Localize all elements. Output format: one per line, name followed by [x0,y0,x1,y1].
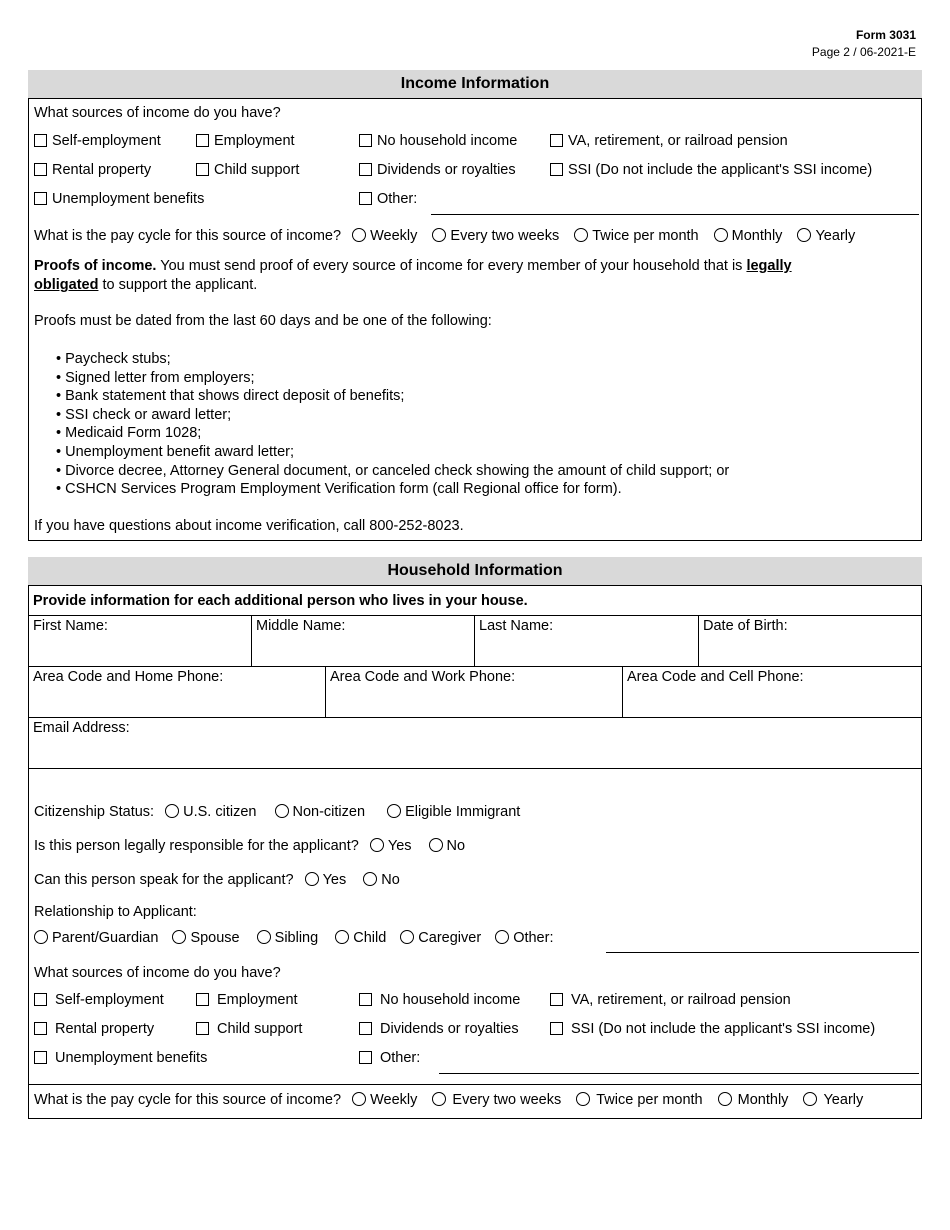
radio[interactable] [432,1092,446,1106]
work-phone-field[interactable]: Area Code and Work Phone: [326,667,623,717]
pay-cycle-question: What is the pay cycle for this source of income? [34,228,342,244]
household-income-question: What sources of income do you have? [34,965,281,981]
household-income-rental-property[interactable]: Rental property [34,1021,154,1037]
speak-for-yes[interactable]: Yes [305,872,347,888]
radio[interactable] [400,930,414,944]
pay-cycle-twice-per-month[interactable]: Twice per month [574,228,698,244]
radio[interactable] [495,930,509,944]
radio[interactable] [335,930,349,944]
household-income-no-household-income[interactable]: No household income [359,992,520,1008]
legally-responsible-question: Is this person legally responsible for the applicant? [34,838,359,854]
household-income-unemployment[interactable]: Unemployment benefits [34,1050,207,1066]
income-other-input-line[interactable] [431,214,919,215]
email-field[interactable]: Email Address: [33,720,130,736]
radio[interactable] [352,228,366,242]
income-section [28,70,922,541]
citizenship-label: Citizenship Status: [34,804,155,820]
checkbox[interactable] [550,163,563,176]
household-section-title: Household Information [28,557,922,585]
income-source-dividends[interactable]: Dividends or royalties [359,162,516,178]
relationship-caregiver[interactable]: Caregiver [400,930,481,946]
household-pay-cycle-question: What is the pay cycle for this source of income? [34,1092,342,1108]
proofs-obligated: obligated [34,277,99,293]
phone-row [29,667,921,718]
last-name-field[interactable]: Last Name: [475,616,699,666]
checkbox[interactable] [359,993,372,1006]
income-source-unemployment[interactable]: Unemployment benefits [34,191,204,207]
household-income-other-input-line[interactable] [439,1073,919,1074]
citizenship-us[interactable]: U.S. citizen [165,804,256,820]
checkbox[interactable] [550,134,563,147]
dob-field[interactable]: Date of Birth: [703,618,788,634]
first-name-field[interactable]: First Name: [29,616,252,666]
form-id [812,27,916,61]
list-item: • Bank statement that shows direct deposit of benefits; [56,387,729,406]
checkbox[interactable] [196,993,209,1006]
household-income-dividends[interactable]: Dividends or royalties [359,1021,519,1037]
radio[interactable] [172,930,186,944]
relationship-other-input-line[interactable] [606,952,919,953]
radio[interactable] [718,1092,732,1106]
checkbox[interactable] [359,1051,372,1064]
list-item: • CSHCN Services Program Employment Verification form (call Regional office for form). [56,480,729,499]
radio[interactable] [803,1092,817,1106]
radio[interactable] [352,1092,366,1106]
household-pay-cycle-row [34,1092,863,1108]
relationship-sibling[interactable]: Sibling [257,930,319,946]
pay-cycle-every-two-weeks[interactable]: Every two weeks [432,228,559,244]
proofs-heading: Proofs of income. [34,258,157,274]
checkbox[interactable] [34,134,47,147]
checkbox[interactable] [196,134,209,147]
household-income-child-support[interactable]: Child support [196,1021,302,1037]
radio[interactable] [370,838,384,852]
list-item: • Unemployment benefit award letter; [56,443,729,462]
radio[interactable] [429,838,443,852]
list-item: • Divorce decree, Attorney General document, or canceled check showing the amount of child support; or [56,462,729,481]
name-row [29,616,921,667]
proofs-paragraph [29,257,879,295]
household-income-employment[interactable]: Employment [196,992,298,1008]
radio[interactable] [574,228,588,242]
legally-responsible-no[interactable]: No [429,838,466,854]
legally-responsible-row [34,838,465,854]
radio[interactable] [165,804,179,818]
household-provide-text: Provide information for each additional person who lives in your house. [29,585,921,616]
speak-for-row [34,872,400,888]
income-sources-question: What sources of income do you have? [34,105,281,121]
household-section [28,557,922,1119]
checkbox[interactable] [34,163,47,176]
checkbox[interactable] [34,192,47,205]
pay-cycle-monthly[interactable]: Monthly [714,228,783,244]
relationship-parent[interactable]: Parent/Guardian [34,930,158,946]
relationship-spouse[interactable]: Spouse [172,930,239,946]
checkbox[interactable] [196,163,209,176]
radio[interactable] [797,228,811,242]
income-source-employment[interactable]: Employment [196,133,295,149]
proof-list [34,350,729,499]
page-info: Page 2 / 06-2021-E [811,45,916,59]
list-item: • Signed letter from employers; [56,369,729,388]
cell-phone-field[interactable]: Area Code and Cell Phone: [627,669,804,685]
legally-responsible-yes[interactable]: Yes [370,838,412,854]
income-source-ssi[interactable]: SSI (Do not include the applicant's SSI income) [550,162,872,178]
checkbox[interactable] [359,192,372,205]
citizenship-eligible[interactable]: Eligible Immigrant [387,804,520,820]
household-pay-cycle-twice-per-month[interactable]: Twice per month [576,1092,702,1108]
home-phone-field[interactable]: Area Code and Home Phone: [29,667,326,717]
radio[interactable] [363,872,377,886]
household-income-other[interactable]: Other: [359,1050,420,1066]
relationship-row [34,930,553,946]
checkbox[interactable] [34,993,47,1006]
income-section-title: Income Information [28,70,922,98]
checkbox[interactable] [196,1022,209,1035]
income-source-rental-property[interactable]: Rental property [34,162,151,178]
list-item: • Paycheck stubs; [56,350,729,369]
checkbox[interactable] [359,1022,372,1035]
radio[interactable] [275,804,289,818]
proofs-text-1: You must send proof of every source of income for every member of your household that is [156,258,747,274]
income-section-body [28,98,922,541]
speak-for-no[interactable]: No [363,872,400,888]
income-questions-text: If you have questions about income verification, call 800-252-8023. [34,518,464,534]
household-pay-cycle-weekly[interactable]: Weekly [352,1092,417,1108]
list-item: • SSI check or award letter; [56,406,729,425]
relationship-label: Relationship to Applicant: [34,904,197,920]
radio[interactable] [432,228,446,242]
checkbox[interactable] [34,1051,47,1064]
household-pay-cycle-box [28,1084,922,1119]
income-source-no-household-income[interactable]: No household income [359,133,517,149]
household-income-ssi[interactable]: SSI (Do not include the applicant's SSI income) [550,1021,875,1037]
form-number: Form 3031 [855,28,916,42]
pay-cycle-row [34,228,855,244]
pay-cycle-yearly[interactable]: Yearly [797,228,855,244]
list-item: • Medicaid Form 1028; [56,424,729,443]
household-income-va-pension[interactable]: VA, retirement, or railroad pension [550,992,791,1008]
citizenship-non[interactable]: Non-citizen [275,804,366,820]
checkbox[interactable] [34,1022,47,1035]
proofs-legally: legally [746,258,792,274]
income-source-other[interactable]: Other: [359,191,417,207]
radio[interactable] [714,228,728,242]
household-income-self-employment[interactable]: Self-employment [34,992,164,1008]
proofs-text-2: to support the applicant. [98,277,258,293]
income-source-child-support[interactable]: Child support [196,162,299,178]
radio[interactable] [576,1092,590,1106]
relationship-child[interactable]: Child [335,930,386,946]
checkbox[interactable] [359,163,372,176]
household-pay-cycle-monthly[interactable]: Monthly [718,1092,789,1108]
relationship-other[interactable]: Other: [495,930,553,946]
middle-name-field[interactable]: Middle Name: [252,616,475,666]
pay-cycle-weekly[interactable]: Weekly [352,228,417,244]
checkbox[interactable] [550,993,563,1006]
radio[interactable] [387,804,401,818]
household-section-body [28,585,922,1085]
checkbox[interactable] [550,1022,563,1035]
household-pay-cycle-yearly[interactable]: Yearly [803,1092,863,1108]
radio[interactable] [305,872,319,886]
radio[interactable] [34,930,48,944]
radio[interactable] [257,930,271,944]
email-row [29,718,921,769]
household-pay-cycle-every-two-weeks[interactable]: Every two weeks [432,1092,561,1108]
checkbox[interactable] [359,134,372,147]
proofs-dated-text: Proofs must be dated from the last 60 days and be one of the following: [34,313,492,329]
income-source-self-employment[interactable]: Self-employment [34,133,161,149]
speak-for-question: Can this person speak for the applicant? [34,872,294,888]
citizenship-row [34,804,520,820]
income-source-va-pension[interactable]: VA, retirement, or railroad pension [550,133,788,149]
